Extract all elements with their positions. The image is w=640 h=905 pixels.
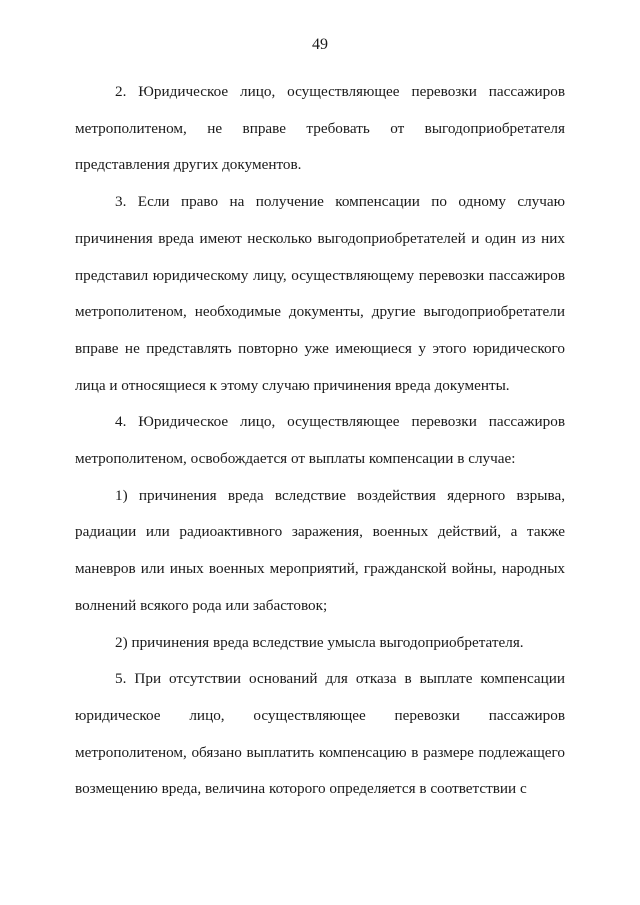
paragraph-4-item-2: 2) причинения вреда вследствие умысла выгодоприобретателя. xyxy=(115,633,524,651)
paragraph-2: 2. Юридическое лицо, осуществляющее перевозки пассажиров метрополитеном, не вправе требовать от выгодоприобретателя представления других документов. xyxy=(75,83,565,174)
paragraph-4: 4. Юридическое лицо, осуществляющее перевозки пассажиров метрополитеном, освобождается от выплаты компенсации в случае: xyxy=(75,413,565,468)
paragraph-3: 3. Если право на получение компенсации по одному случаю причинения вреда имеют несколько выгодоприобретателей и один из них представил юридическому лицу, осуществляющему перевозки пассажиров метрополитеном, необходимые документы, другие выгодоприобретатели вправе не представлять повторно уже имеющиеся у этого юридического лица и относящиеся к этому случаю причинения вреда документы. xyxy=(75,193,565,394)
document-body xyxy=(75,74,565,808)
paragraph-5: 5. При отсутствии оснований для отказа в выплате компенсации юридическое лицо, осуществляющее перевозки пассажиров метрополитеном, обязано выплатить компенсацию в размере подлежащего возмещению вреда, величина которого определяется в соответствии с xyxy=(75,670,565,798)
paragraph-4-item-1: 1) причинения вреда вследствие воздействия ядерного взрыва, радиации или радиоактивного заражения, военных действий, а также маневров или иных военных мероприятий, гражданской войны, народных волнений всякого рода или забастовок; xyxy=(75,486,565,614)
page-number: 49 xyxy=(312,36,328,53)
